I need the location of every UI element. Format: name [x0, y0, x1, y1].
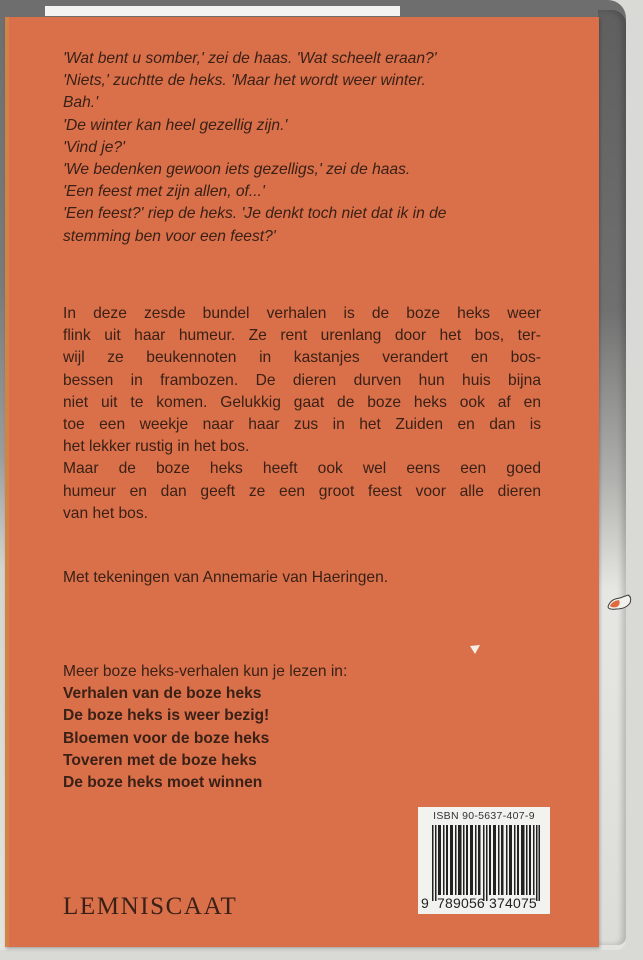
quote-line: 'Wat bent u somber,' zei de haas. 'Wat scheelt eraan?'	[63, 50, 437, 67]
book-title: De boze heks is weer bezig!	[63, 707, 270, 725]
more-books-list	[63, 661, 541, 794]
illustrator-credit-text: Met tekeningen van Annemarie van Haeringen.	[63, 569, 389, 586]
book-spine-edge	[598, 10, 626, 945]
isbn-label: ISBN 90-5637-407-9	[433, 810, 535, 822]
book-title: De boze heks moet winnen	[63, 774, 263, 792]
book-title: Verhalen van de boze heks	[63, 685, 262, 703]
book-title: Bloemen voor de boze heks	[63, 729, 270, 747]
quote-line: 'Vind je?'	[63, 138, 126, 156]
description-line: In deze zesde bundel verhalen is de boze heks weer	[63, 305, 541, 322]
back-cover	[5, 17, 599, 947]
illustrator-credit	[63, 567, 541, 589]
description-line: niet uit te komen. Gelukkig gaat de boze heks ook af en	[63, 393, 541, 411]
description-line: van het bos.	[63, 504, 148, 522]
barcode-number	[421, 895, 537, 911]
page-edge-strip	[45, 6, 400, 16]
quote-excerpt	[63, 48, 541, 248]
description-line: wijl ze beukennoten in kastanjes verandert en bos-	[63, 349, 541, 367]
description-line: humeur en dan geeft ze een groot feest voor alle dieren	[63, 482, 541, 500]
description-line: flink uit haar humeur. Ze rent urenlang door het bos, ter-	[63, 327, 541, 345]
barcode-digits: 789056 374075	[437, 895, 537, 911]
barcode-icon	[432, 825, 540, 901]
publisher-logo: LEMNISCAAT	[63, 893, 238, 920]
spine-illustration-icon	[606, 593, 634, 613]
barcode-lead-digit: 9	[421, 895, 429, 911]
description-line: bessen in frambozen. De dieren durven hun huis bijna	[63, 371, 541, 389]
quote-line: 'Een feest met zijn allen, of...'	[63, 183, 265, 201]
quote-line: 'We bedenken gewoon iets gezelligs,' zei de haas.	[63, 161, 411, 179]
description-line: toe een weekje naar haar zus in het Zuiden en dan is	[63, 416, 541, 434]
book-title: Toveren met de boze heks	[63, 751, 257, 769]
description-line: het lekker rustig in het bos.	[63, 438, 250, 456]
description-line: Maar de boze heks heeft ook wel eens een goed	[63, 460, 541, 478]
isbn-barcode	[418, 807, 550, 914]
small-decoration-icon	[470, 641, 480, 650]
quote-line: stemming ben voor een feest?'	[63, 227, 276, 245]
quote-line: Bah.'	[63, 94, 99, 112]
quote-line: 'Niets,' zuchtte de heks. 'Maar het wordt weer winter.	[63, 72, 426, 90]
more-books-intro: Meer boze heks-verhalen kun je lezen in:	[63, 663, 348, 680]
book-description	[63, 303, 541, 525]
quote-line: 'De winter kan heel gezellig zijn.'	[63, 116, 288, 134]
quote-line: 'Een feest?' riep de heks. 'Je denkt toch niet dat ik in de	[63, 205, 447, 223]
